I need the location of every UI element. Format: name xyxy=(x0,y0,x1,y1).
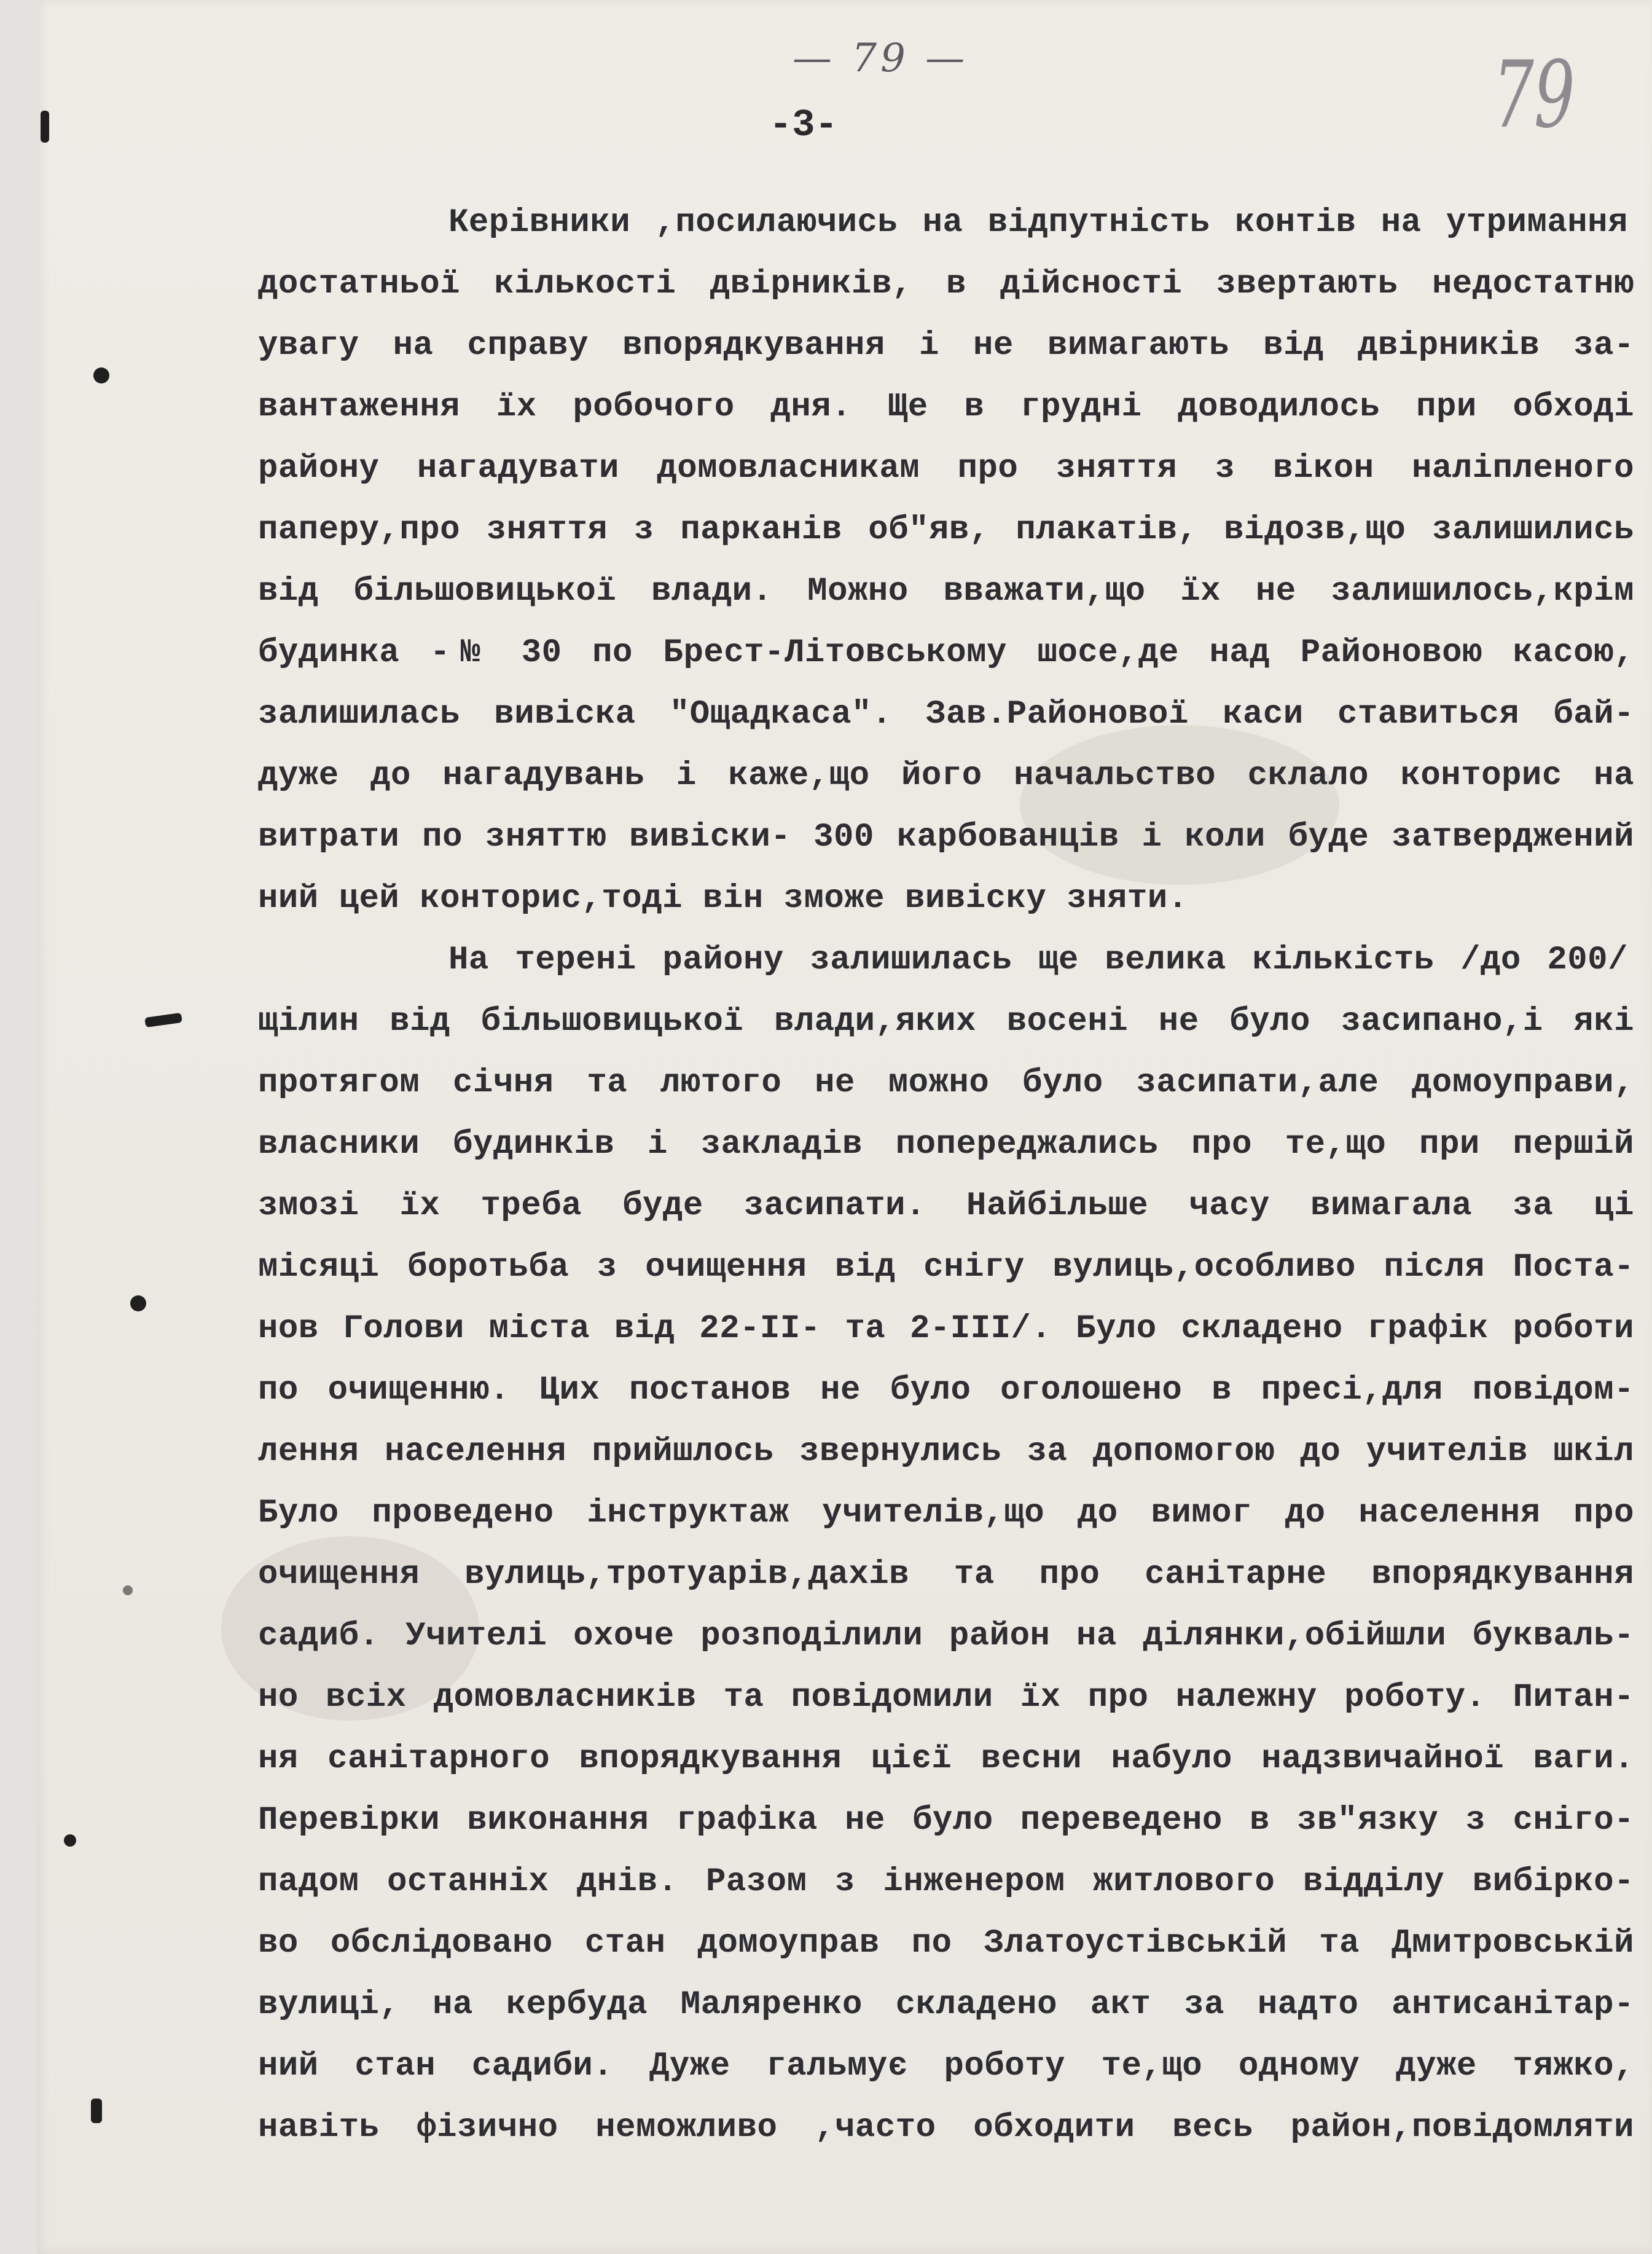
text-line: ний стан садиби. Дуже гальмує роботу те,що одному дуже тяжко, xyxy=(258,2048,1634,2085)
binder-hole xyxy=(123,1585,133,1595)
page-number: -3- xyxy=(769,103,838,147)
text-line: На терені району залишилась ще велика кількість /до 200/ xyxy=(448,941,1628,979)
pencil-folio-number: 79 xyxy=(1493,42,1575,149)
text-line: дуже до нагадувань і каже,що його начальство склало конторис на xyxy=(258,757,1634,795)
text-line: місяці боротьба з очищення від снігу вулиць,особливо після Поста- xyxy=(258,1249,1634,1286)
text-line: ня санітарного впорядкування цієї весни набуло надзвичайної ваги. xyxy=(258,1740,1634,1778)
text-line: залишилась вивіска "Ощадкаса". Зав.Районової каси ставиться бай- xyxy=(258,696,1634,733)
text-line: витрати по зняттю вивіски- 300 карбованців і коли буде затверджений xyxy=(258,819,1634,856)
text-line: вантаження їх робочого дня. Ще в грудні доводилось при обході xyxy=(258,388,1634,426)
text-line: щілин від більшовицької влади,яких восені не було засипано,і які xyxy=(258,1003,1634,1040)
text-line: лення населення прийшлось звернулись за допомогою до учителів шкіл xyxy=(258,1433,1634,1471)
text-line: вулиці, на кербуда Маляренко складено акт за надто антисанітар- xyxy=(258,1986,1634,2024)
text-line: но всіх домовласників та повідомили їх про належну роботу. Питан- xyxy=(258,1679,1634,1716)
text-line: увагу на справу впорядкування і не вимагають від двірників за- xyxy=(258,327,1634,364)
text-line: протягом січня та лютого не можно було засипати,але домоуправи, xyxy=(258,1064,1634,1102)
binder-hole xyxy=(130,1295,146,1311)
binder-hole xyxy=(93,367,109,383)
text-line: району нагадувати домовласникам про зняття з вікон наліпленого xyxy=(258,450,1634,487)
text-line: Керівники ,посилаючись на відпутність контів на утримання xyxy=(448,204,1628,242)
text-line: Перевірки виконання графіка не було переведено в зв"язку з сніго- xyxy=(258,1802,1634,1839)
text-line: нов Голови міста від 22-II- та 2-III/. Було складено графік роботи xyxy=(258,1310,1634,1348)
text-line: власники будинків і закладів попереджались про те,що при першій xyxy=(258,1126,1634,1163)
text-line: садиб. Учителі охоче розподілили район на ділянки,обійшли букваль- xyxy=(258,1617,1634,1655)
text-line: ний цей конторис,тоді він зможе вивіску зняти. xyxy=(258,880,1188,917)
text-line: Було проведено інструктаж учителів,що до вимог до населення про xyxy=(258,1494,1634,1532)
text-line: від більшовицької влади. Можно вважати,що їх не залишилось,крім xyxy=(258,573,1634,610)
text-line: во обслідовано стан домоуправ по Златоустівській та Дмитровській xyxy=(258,1925,1634,1962)
text-line: навіть фізично неможливо ,часто обходити весь район,повідомляти xyxy=(258,2109,1634,2146)
text-line: достатньої кількості двірників, в дійсності звертають недостатню xyxy=(258,265,1634,303)
text-line: змозі їх треба буде засипати. Найбільше часу вимагала за ці xyxy=(258,1187,1634,1225)
margin-mark xyxy=(41,111,49,143)
margin-mark xyxy=(91,2099,102,2123)
text-line: будинка -№ 30 по Брест-Літовському шосе,де над Районовою касою, xyxy=(258,634,1634,672)
archive-page-number: — 79 — xyxy=(793,36,969,81)
text-line: очищення вулиць,тротуарів,дахів та про санітарне впорядкування xyxy=(258,1556,1634,1593)
text-line: падом останніх днів. Разом з інженером житлового відділу вибірко- xyxy=(258,1863,1634,1901)
binder-hole xyxy=(64,1834,76,1847)
text-line: по очищенню. Цих постанов не було оголошено в пресі,для повідом- xyxy=(258,1372,1634,1409)
text-line: паперу,про зняття з парканів об"яв, плакатів, відозв,що залишились xyxy=(258,511,1634,549)
